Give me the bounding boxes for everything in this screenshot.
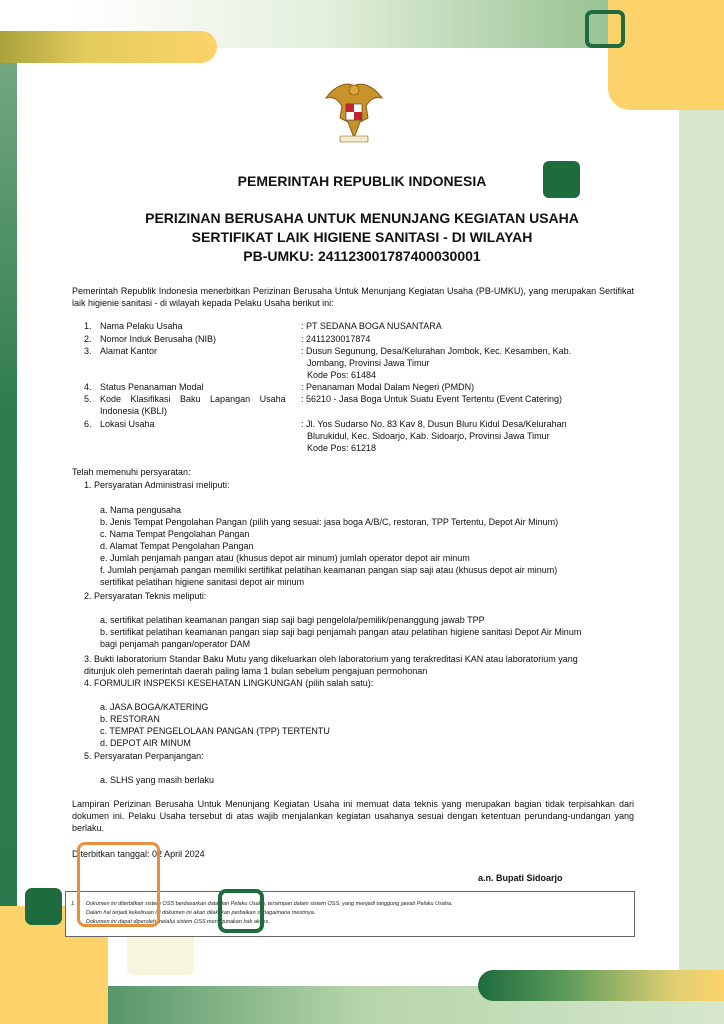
document-number: PB-UMKU: 241123001787400030001 [243, 248, 481, 264]
requirement-2-item-a: a. sertifikat pelatihan keamanan pangan siap saji bagi pengelola/pemilik/penanggung jawab TPP [100, 615, 485, 625]
footer-note-number: 1. [71, 901, 76, 907]
field-2-label: 2. [84, 334, 92, 344]
field-3-value: : Dusun Segunung, Desa/Kelurahan Jombok, Kec. Kesamben, Kab. [301, 346, 572, 356]
frame-left-green-band [0, 0, 17, 1024]
top-left-yellow-pill [0, 31, 217, 63]
field-4-label: 4. [84, 382, 92, 392]
intro-paragraph: Pemerintah Republik Indonesia menerbitkan Perizinan Berusaha Untuk Menunjang Kegiatan Usaha (PB-UMKU), yang merupakan Sertifikat laik higienie sanitasi - di wilayah kepada Pelaku Usaha berikut ini: [72, 286, 634, 308]
orange-outline-square [77, 842, 160, 927]
field-3-label: 3. [84, 346, 92, 356]
requirement-5-item-a: a. SLHS yang masih berlaku [100, 775, 215, 785]
signatory: a.n. Bupati Sidoarjo [478, 873, 563, 883]
requirement-4-item-d: d. DEPOT AIR MINUM [100, 738, 191, 748]
requirement-1-item-e: e. Jumlah penjamah pangan atau (khusus depot air minum) jumlah operator depot air minum [100, 553, 470, 563]
requirement-4: 4. FORMULIR INSPEKSI KESEHATAN LINGKUNGAN (pilih salah satu): [84, 678, 374, 688]
frame-right-light-band [679, 0, 724, 1024]
requirement-2-item-b: b. sertifikat pelatihan keamanan pangan siap saji bagi penjamah pangan atau pelatihan higiene sanitasi Depot Air Minum [100, 627, 582, 637]
field-5-name: Kode Klasifikasi Baku Lapangan Usaha [100, 394, 286, 404]
requirement-1-item-f: f. Jumlah penjamah pangan memiliki sertifikat pelatihan keamanan pangan siap saji atau (khusus depot air minum) [100, 565, 558, 575]
requirement-1: 1. Persyaratan Administrasi meliputi: [84, 480, 230, 490]
requirement-1-item-b: b. Jenis Tempat Pengolahan Pangan (pilih yang sesuai: jasa boga A/B/C, restoran, TPP Tertentu, Depot Air Minum) [100, 517, 559, 527]
requirement-1-item-d: d. Alamat Tempat Pengolahan Pangan [100, 541, 254, 551]
document-title-line1: PERIZINAN BERUSAHA UNTUK MENUNJANG KEGIATAN USAHA [145, 210, 579, 226]
requirement-4-item-a: a. JASA BOGA/KATERING [100, 702, 209, 712]
footer-note-line3: Dokumen ini dapat diperoleh melalui sistem OSS menggunakan hak akses. [86, 919, 270, 925]
field-1-label: 1. [84, 321, 92, 331]
requirement-3-cont: ditunjuk oleh pemerintah daerah paling lama 1 bulan sebelum pengajuan permohonan [84, 666, 428, 676]
field-5-label: 5. [84, 394, 92, 404]
field-5-name-line2: Indonesia (KBLI) [100, 406, 168, 416]
field-6-value-line3: Kode Pos: 61218 [307, 443, 377, 453]
field-6-label: 6. [84, 419, 92, 429]
field-1-name: Nama Pelaku Usaha [100, 321, 183, 331]
top-right-yellow-block [608, 0, 724, 110]
requirement-4-item-b: b. RESTORAN [100, 714, 160, 724]
government-title: PEMERINTAH REPUBLIK INDONESIA [237, 173, 487, 189]
top-right-green-outline-square [585, 10, 625, 48]
green-outline-square [218, 889, 264, 933]
field-3-value-line3: Kode Pos: 61484 [307, 370, 377, 380]
requirement-2: 2. Persyaratan Teknis meliputi: [84, 591, 207, 601]
field-3-name: Alamat Kantor [100, 346, 158, 356]
closing-paragraph: Lampiran Perizinan Berusaha Untuk Menunjang Kegiatan Usaha ini memuat data teknis yang merupakan bagian tidak terpisahkan dari dokumen ini. Pelaku Usaha tersebut di atas wajib menjalankan kegiatan usahanya sesuai dengan ketentuan perundang-undangan yang berlaku. [72, 799, 634, 833]
document-title-line2: SERTIFIKAT LAIK HIGIENE SANITASI - DI WILAYAH [191, 229, 533, 245]
field-1-value: : PT SEDANA BOGA NUSANTARA [301, 321, 442, 331]
bottom-left-green-square [25, 888, 62, 925]
requirements-heading: Telah memenuhi persyaratan: [72, 467, 191, 477]
requirement-1-item-a: a. Nama pengusaha [100, 505, 182, 515]
garuda-emblem-icon [322, 78, 386, 144]
requirement-4-item-c: c. TEMPAT PENGELOLAAN PANGAN (TPP) TERTENTU [100, 726, 330, 736]
field-2-name: Nomor Induk Berusaha (NIB) [100, 334, 217, 344]
field-4-name: Status Penanaman Modal [100, 382, 204, 392]
field-4-value: : Penanaman Modal Dalam Negeri (PMDN) [301, 382, 475, 392]
field-5-value: : 56210 - Jasa Boga Untuk Suatu Event Tertentu (Event Catering) [301, 394, 562, 404]
bottom-right-green-pill [478, 970, 724, 1001]
field-3-value-line2: Jombang, Provinsi Jawa Timur [307, 358, 430, 368]
requirement-3: 3. Bukti laboratorium Standar Baku Mutu yang dikeluarkan oleh laboratorium yang terakreditasi KAN atau laboratorium yang [84, 654, 578, 664]
requirement-2-item-b-cont: bagi penjamah pangan/operator DAM [100, 639, 251, 649]
requirement-5: 5. Persyaratan Perpanjangan: [84, 751, 204, 761]
field-2-value: : 2411230017874 [301, 334, 371, 344]
requirement-1-item-f-cont: sertifikat pelatihan higiene sanitasi depot air minum [100, 577, 305, 587]
issue-date: Diterbitkan tanggal: 02 April 2024 [72, 849, 205, 859]
footer-note-line2: Dalam hal terjadi kekeliruan isi dokumen ini akan dilakukan perbaikan sebagaimana mestinya. [86, 910, 316, 916]
field-6-value-line2: Blurukidul, Kec. Sidoarjo, Kab. Sidoarjo, Provinsi Jawa Timur [307, 431, 550, 441]
field-6-name: Lokasi Usaha [100, 419, 155, 429]
footer-note-line1: Dokumen ini diterbitkan sistem OSS berdasarkan data dari Pelaku Usaha, tersimpan dalam sistem OSS, yang menjadi tanggung jawab Pelaku Usaha. [86, 901, 453, 907]
requirement-1-item-c: c. Nama Tempat Pengolahan Pangan [100, 529, 250, 539]
field-6-value: : Jl. Yos Sudarso No. 83 Kav 8, Dusun Bluru Kidul Desa/Kelurahan [301, 419, 567, 429]
